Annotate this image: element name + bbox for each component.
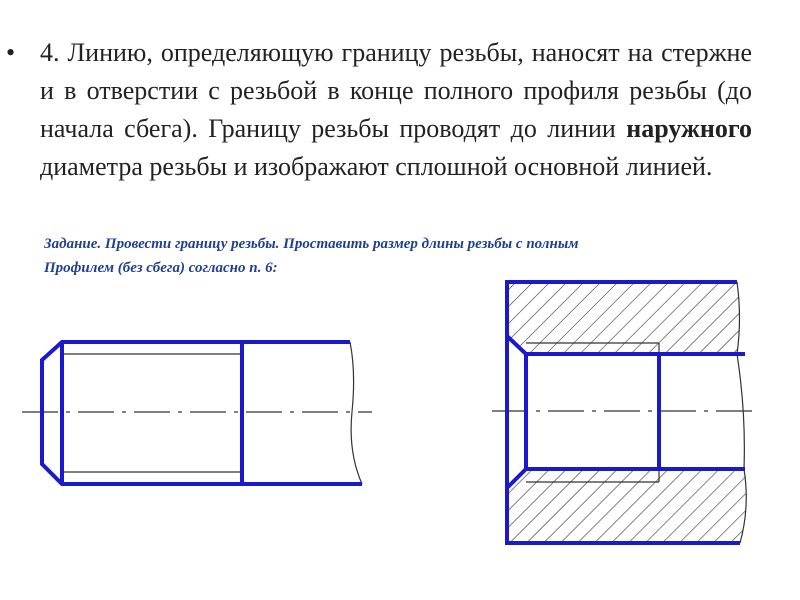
task-line-1: Задание. Провести границу резьбы. Проставить размер длины резьбы с полным — [44, 236, 579, 252]
threaded-rod — [22, 342, 372, 484]
rule-text-part2: диаметра резьбы и изображают сплошной основной линией. — [40, 152, 713, 181]
threaded-hole — [492, 282, 752, 543]
hole-hatch-bottom — [507, 469, 747, 543]
rod-break-line — [350, 342, 362, 484]
rod-outline — [42, 342, 362, 484]
bullet-point: • — [6, 38, 16, 67]
rule-text-bold: наружного — [626, 114, 752, 143]
task-line-2: Профилем (без сбега) согласно п. 6: — [44, 260, 278, 276]
rule-text-part1: 4. Линию, определяющую границу резьбы, наносят на стержне и в отверстии с резьбой в конце полного профиля резьбы (до начала сбега). Границу резьбы проводят до линии — [40, 38, 752, 143]
